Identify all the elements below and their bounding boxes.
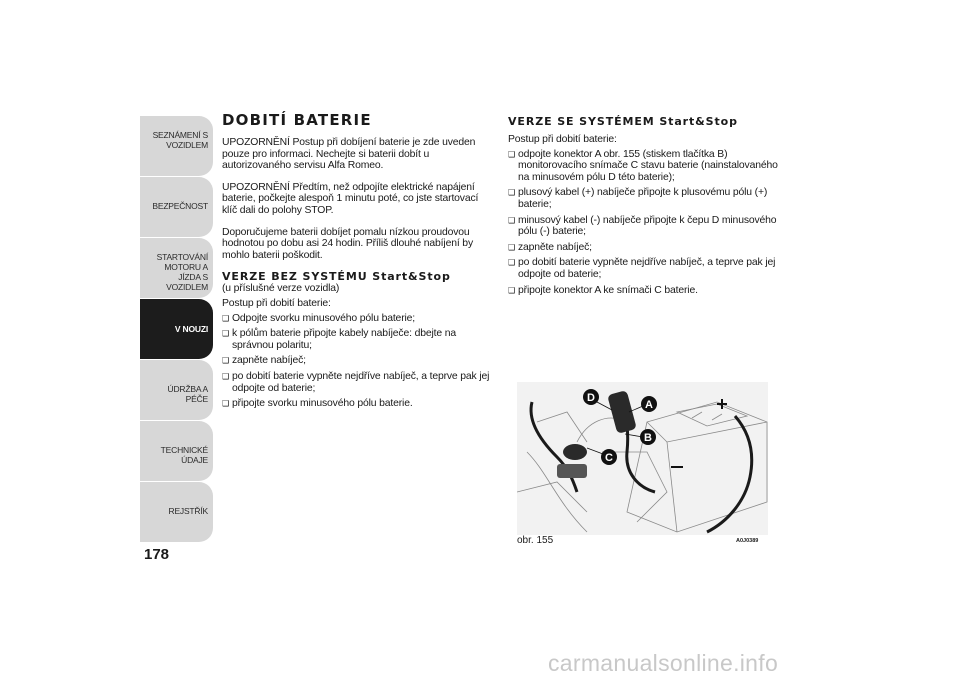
list-item: ❑ minusový kabel (-) nabíječe připojte k čepu D minusového pólu (-) baterie;: [508, 215, 778, 238]
list-item: ❑ k pólům baterie připojte kabely nabíječe: dbejte na správnou polaritu;: [222, 328, 494, 351]
label-c-marker: [601, 449, 617, 465]
list-item: ❑ Odpojte svorku minusového pólu baterie;: [222, 313, 494, 325]
tab-seznameni[interactable]: SEZNÁMENÍ S VOZIDLEM: [140, 116, 213, 176]
battery-drawing: [517, 382, 768, 535]
tab-bezpecnost[interactable]: BEZPEČNOST: [140, 177, 213, 237]
label-b-marker: [640, 429, 656, 445]
list-item: ❑ po dobití baterie vypněte nejdříve nabíječ, a teprve pak jej odpojte od baterie;: [222, 371, 494, 394]
label-d-marker: [583, 389, 599, 405]
list-item: ❑ připojte svorku minusového pólu baterie.: [222, 398, 494, 410]
procedure-list: [508, 149, 778, 297]
tab-udrzba[interactable]: ÚDRŽBA A PÉČE: [140, 360, 213, 420]
procedure-intro: Postup při dobití baterie:: [508, 134, 617, 145]
tab-rejstrik[interactable]: REJSTŘÍK: [140, 482, 213, 542]
page-number: 178: [144, 546, 170, 563]
procedure-list: [222, 313, 494, 410]
left-column: [222, 112, 494, 414]
list-item: ❑ zapněte nabíječ;: [222, 355, 494, 367]
list-item: ❑ zapněte nabíječ;: [508, 242, 778, 254]
tab-startovani[interactable]: STARTOVÁNÍ MOTORU A JÍZDA S VOZIDLEM: [140, 238, 213, 298]
svg-text:C: C: [605, 452, 613, 464]
figure-code: A0J0389: [736, 538, 759, 544]
right-column: [508, 112, 778, 300]
svg-text:A: A: [645, 399, 653, 411]
warning-paragraph-1: UPOZORNĚNÍ Postup při dobíjení baterie je zde uveden pouze pro informaci. Nechejte si baterii dobít u autorizovaného servisu Alfa Romeo.: [222, 137, 476, 172]
version-note: (u příslušné verze vozidla): [222, 283, 340, 295]
battery-illustration: [517, 382, 768, 535]
svg-text:D: D: [587, 392, 595, 404]
subsection-title-without-ss: VERZE BEZ SYSTÉMU Start&Stop: [222, 270, 451, 284]
label-a-marker: [641, 396, 657, 412]
list-item: ❑ připojte konektor A ke snímači C baterie.: [508, 285, 778, 297]
tab-v-nouzi[interactable]: V NOUZI: [140, 299, 213, 359]
svg-text:B: B: [644, 432, 652, 444]
section-title: DOBITÍ BATERIE: [222, 111, 372, 129]
list-item: ❑ odpojte konektor A obr. 155 (stiskem tlačítka B) monitorovacího snímače C stavu baterie (nainstalovaného na minusovém pólu D této baterie);: [508, 149, 778, 184]
figure-caption: obr. 155: [517, 535, 554, 546]
watermark: carmanualsonline.info: [548, 650, 779, 676]
warning-paragraph-2: UPOZORNĚNÍ Předtím, než odpojíte elektrické napájení baterie, počkejte alespoň 1 minutu poté, co jste startovací klíč dali do polohy STOP.: [222, 181, 479, 216]
list-item: ❑ po dobití baterie vypněte nejdříve nabíječ, a teprve pak jej odpojte od baterie;: [508, 257, 778, 280]
tab-technicke-udaje[interactable]: TECHNICKÉ ÚDAJE: [140, 421, 213, 481]
list-item: ❑ plusový kabel (+) nabíječe připojte k plusovému pólu (+) baterie;: [508, 187, 778, 210]
subsection-title-with-ss: VERZE SE SYSTÉMEM Start&Stop: [508, 115, 738, 128]
procedure-intro: Postup při dobití baterie:: [222, 297, 331, 309]
recommendation-paragraph: Doporučujeme baterii dobíjet pomalu nízkou proudovou hodnotou po dobu asi 24 hodin. Příliš dlouhé nabíjení by mohlo baterii poškodit.: [222, 226, 473, 261]
